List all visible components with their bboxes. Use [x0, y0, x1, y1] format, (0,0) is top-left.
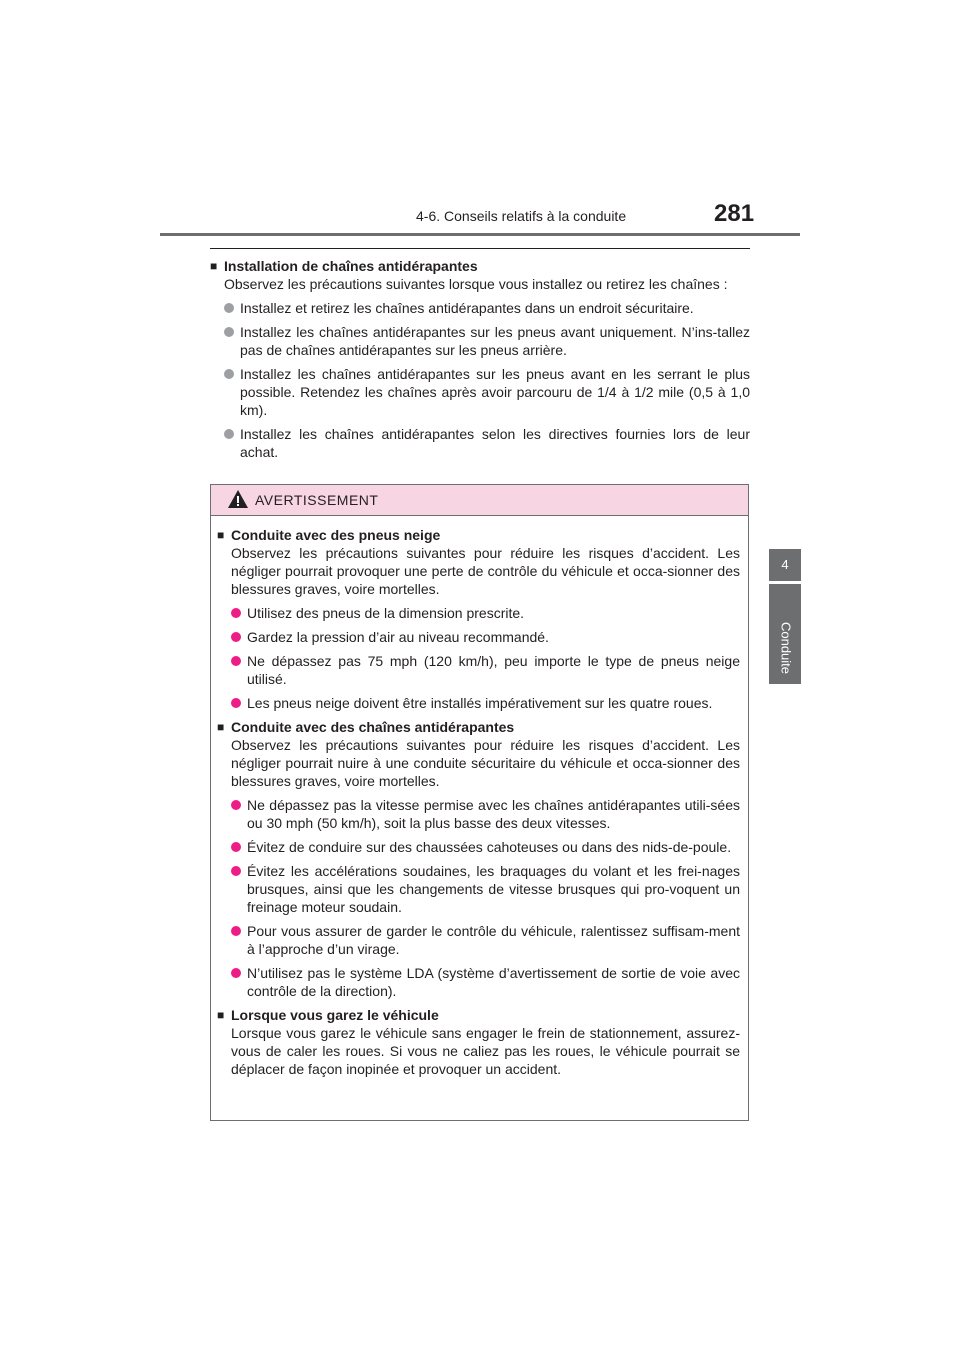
bullet-dot-icon: [224, 303, 234, 313]
list-item: Installez les chaînes antidérapantes sur les pneus avant en les serrant le plus possible. Retendez les chaînes après avoir parcouru de 1/4 à 1/2 mile (0,5 à 1,0 km).: [210, 365, 750, 419]
side-tab-label: Conduite: [778, 621, 794, 675]
bullet-dot-icon: [224, 429, 234, 439]
warning-body: [211, 516, 748, 1078]
list-item: Pour vous assurer de garder le contrôle du véhicule, ralentissez suffisam-ment à l’approche d’un virage.: [217, 922, 740, 958]
bullet-dot-icon: [231, 866, 241, 876]
bullet-dot-icon: [231, 698, 241, 708]
list-item: Utilisez des pneus de la dimension prescrite.: [217, 604, 740, 622]
content-rule: [210, 248, 750, 249]
list-item: Installez les chaînes antidérapantes selon les directives fournies lors de leur achat.: [210, 425, 750, 461]
bullet-dot-icon: [224, 369, 234, 379]
square-bullet-icon: ■: [217, 528, 225, 542]
bullet-dot-icon: [231, 842, 241, 852]
square-bullet-icon: ■: [210, 259, 218, 273]
list-item: N’utilisez pas le système LDA (système d’avertissement de sortie de voie avec contrôle de la direction).: [217, 964, 740, 1000]
section-heading-text: Installation de chaînes antidérapantes: [224, 258, 478, 274]
bullet-dot-icon: [231, 632, 241, 642]
warning-section-intro: Observez les précautions suivantes pour réduire les risques d’accident. Les négliger pourrait nuire à une conduite sécuritaire du véhicule et occa-sionner des blessures graves, voire mortelles.: [231, 737, 740, 789]
warning-section-heading: ■ Conduite avec des chaînes antidérapantes: [217, 719, 515, 735]
warning-section-heading: ■ Conduite avec des pneus neige: [217, 527, 441, 543]
list-item: Installez les chaînes antidérapantes sur les pneus avant uniquement. N’ins-tallez pas de chaînes antidérapantes sur les pneus arrière.: [210, 323, 750, 359]
list-item: Ne dépassez pas la vitesse permise avec les chaînes antidérapantes utili-sées ou 30 mph (50 km/h), soit la plus basse des deux vitesses.: [217, 796, 740, 832]
bullet-dot-icon: [231, 800, 241, 810]
warning-triangle-icon: [227, 489, 249, 509]
warning-section-intro: Lorsque vous garez le véhicule sans engager le frein de stationnement, assurez-vous de caler les roues. Si vous ne caliez pas les roues, le véhicule pourrait se déplacer de façon inopinée et provoquer un accident.: [231, 1025, 740, 1077]
bullet-dot-icon: [231, 926, 241, 936]
list-item: Gardez la pression d’air au niveau recommandé.: [217, 628, 740, 646]
square-bullet-icon: ■: [217, 720, 225, 734]
list-item: Ne dépassez pas 75 mph (120 km/h), peu importe le type de pneus neige utilisé.: [217, 652, 740, 688]
list-item: Les pneus neige doivent être installés impérativement sur les quatre roues.: [217, 694, 740, 712]
warning-section-heading: ■ Lorsque vous garez le véhicule: [217, 1007, 439, 1023]
side-tab-number: 4: [781, 557, 789, 572]
section-heading: [210, 257, 750, 275]
header-section-title: 4-6. Conseils relatifs à la conduite: [416, 208, 627, 224]
square-bullet-icon: ■: [217, 1008, 225, 1022]
list-item: Installez et retirez les chaînes antidérapantes dans un endroit sécuritaire.: [210, 299, 750, 317]
section-intro: Observez les précautions suivantes lorsque vous installez ou retirez les chaînes :: [224, 276, 728, 292]
list-item: Évitez les accélérations soudaines, les braquages du volant et les frei-nages brusques, ainsi que les changements de vitesse brusques qui pro-voquent un freinage moteur soudain.: [217, 862, 740, 916]
warning-section-intro: Observez les précautions suivantes pour réduire les risques d’accident. Les négliger pourrait provoquer une perte de contrôle du véhicule et occa-sionner des blessures graves, voire mortelles.: [231, 545, 740, 597]
bullet-dot-icon: [224, 327, 234, 337]
bullet-dot-icon: [231, 968, 241, 978]
main-content: [210, 248, 750, 461]
header-rule: [160, 233, 800, 236]
warning-title: AVERTISSEMENT: [255, 492, 379, 508]
warning-header: [211, 485, 748, 516]
warning-box: [210, 484, 749, 1121]
list-item: Évitez de conduire sur des chaussées cahoteuses ou dans des nids-de-poule.: [217, 838, 740, 856]
bullet-dot-icon: [231, 608, 241, 618]
page-number: 281: [714, 200, 755, 227]
bullet-dot-icon: [231, 656, 241, 666]
